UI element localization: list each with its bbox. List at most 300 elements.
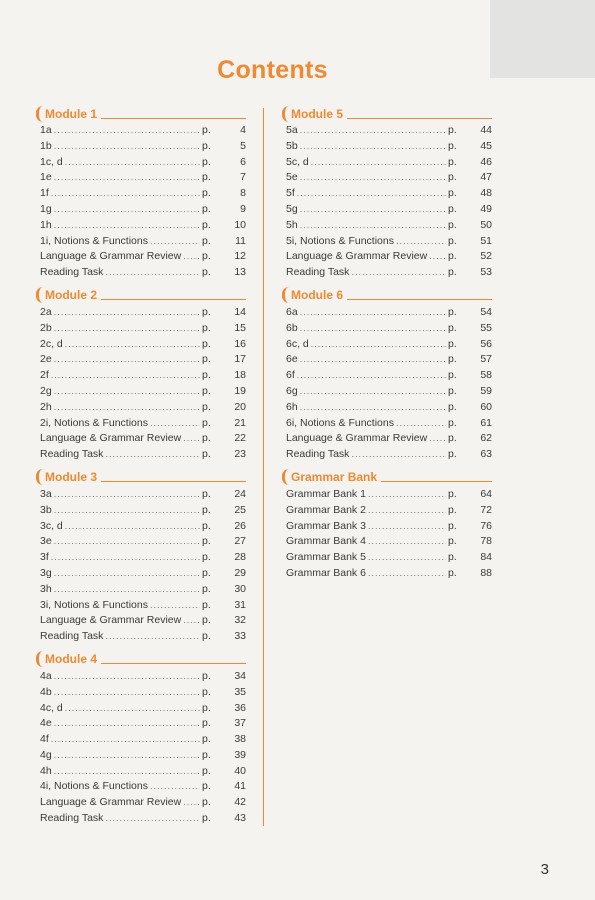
- contents-entry[interactable]: [282, 352, 492, 368]
- contents-column-right: [282, 105, 492, 588]
- module-heading-label: Module 2: [36, 287, 101, 303]
- entry-label: 3i, Notions & Functions: [40, 598, 148, 611]
- entry-page-number: 51: [480, 234, 492, 247]
- dot-leader: [54, 400, 200, 416]
- contents-entry[interactable]: [36, 534, 246, 550]
- entry-label: 6e: [286, 353, 298, 366]
- entry-label: 3g: [40, 566, 52, 579]
- page-prefix: p.: [202, 614, 211, 627]
- page-prefix: p.: [448, 384, 457, 397]
- contents-entry[interactable]: [36, 503, 246, 519]
- dot-leader: [54, 123, 200, 139]
- contents-entry[interactable]: [36, 795, 246, 811]
- contents-entry[interactable]: [282, 321, 492, 337]
- entry-page-number: 36: [234, 701, 246, 714]
- dot-leader: [105, 629, 200, 645]
- entry-page-number: 62: [480, 432, 492, 445]
- entry-page-number: 46: [480, 155, 492, 168]
- page-prefix: p.: [202, 717, 211, 730]
- dot-leader: [351, 265, 446, 281]
- page-prefix: p.: [202, 321, 211, 334]
- contents-entry[interactable]: [282, 305, 492, 321]
- entry-label: 6f: [286, 369, 295, 382]
- entry-label: 6g: [286, 384, 298, 397]
- entry-label: 2b: [40, 321, 52, 334]
- dot-leader: [54, 669, 200, 685]
- contents-entry[interactable]: [36, 368, 246, 384]
- entry-label: 4h: [40, 764, 52, 777]
- contents-entry[interactable]: [282, 416, 492, 432]
- page-prefix: p.: [448, 250, 457, 263]
- entry-page-number: 57: [480, 353, 492, 366]
- page-prefix: p.: [448, 487, 457, 500]
- contents-entry[interactable]: [282, 519, 492, 535]
- entry-label: 1h: [40, 218, 52, 231]
- entry-label: Reading Task: [40, 448, 104, 461]
- entry-label: 5g: [286, 202, 298, 215]
- dot-leader: [54, 582, 200, 598]
- dot-leader: [54, 321, 200, 337]
- dot-leader: [54, 305, 200, 321]
- entry-label: 5b: [286, 139, 298, 152]
- entry-label: Language & Grammar Review: [40, 614, 182, 627]
- dot-leader: [300, 305, 446, 321]
- contents-entry[interactable]: [282, 123, 492, 139]
- entry-label: 5f: [286, 187, 295, 200]
- entry-label: Language & Grammar Review: [40, 796, 182, 809]
- contents-entry[interactable]: [36, 732, 246, 748]
- module-section: [36, 651, 246, 827]
- contents-entry[interactable]: [282, 487, 492, 503]
- entry-page-number: 32: [234, 614, 246, 627]
- contents-entry[interactable]: [36, 170, 246, 186]
- dot-leader: [51, 550, 200, 566]
- contents-entry[interactable]: [282, 566, 492, 582]
- entry-label: 5e: [286, 171, 298, 184]
- entry-label: 2h: [40, 400, 52, 413]
- dot-leader: [54, 487, 200, 503]
- module-heading: [282, 105, 492, 122]
- entry-label: 6h: [286, 400, 298, 413]
- contents-entry[interactable]: [36, 669, 246, 685]
- dot-leader: [54, 384, 200, 400]
- contents-entry[interactable]: [282, 550, 492, 566]
- dot-leader: [311, 337, 446, 353]
- dot-leader: [183, 431, 200, 447]
- entry-page-number: 44: [480, 124, 492, 136]
- dot-leader: [54, 139, 200, 155]
- page-prefix: p.: [202, 685, 211, 698]
- contents-entry[interactable]: [282, 431, 492, 447]
- entry-page-number: 40: [234, 764, 246, 777]
- entry-label: 6b: [286, 321, 298, 334]
- module-heading: [36, 287, 246, 304]
- entry-label: Reading Task: [40, 266, 104, 279]
- page-prefix: p.: [202, 218, 211, 231]
- entry-page-number: 33: [234, 630, 246, 643]
- page-prefix: p.: [202, 503, 211, 516]
- page-prefix: p.: [448, 503, 457, 516]
- entry-page-number: 15: [234, 321, 246, 334]
- entry-label: 4c, d: [40, 701, 63, 714]
- contents-entry[interactable]: [36, 748, 246, 764]
- entry-label: 5c, d: [286, 155, 309, 168]
- entry-page-number: 59: [480, 384, 492, 397]
- page-prefix: p.: [202, 551, 211, 564]
- dot-leader: [368, 534, 446, 550]
- dot-leader: [105, 265, 200, 281]
- contents-entry[interactable]: [282, 186, 492, 202]
- dot-leader: [150, 779, 200, 795]
- page-prefix: p.: [202, 266, 211, 279]
- entry-page-number: 5: [240, 139, 246, 152]
- page-prefix: p.: [202, 171, 211, 184]
- entry-page-number: 27: [234, 535, 246, 548]
- page-title: Contents: [217, 56, 328, 84]
- entry-page-number: 22: [234, 432, 246, 445]
- module-section: [36, 105, 246, 281]
- dot-leader: [105, 811, 200, 827]
- entry-page-number: 10: [234, 218, 246, 231]
- entry-label: 3h: [40, 582, 52, 595]
- contents-entry[interactable]: [36, 249, 246, 265]
- contents-entry[interactable]: [36, 234, 246, 250]
- page-prefix: p.: [202, 400, 211, 413]
- entry-page-number: 47: [480, 171, 492, 184]
- page-prefix: p.: [202, 353, 211, 366]
- contents-entry[interactable]: [282, 265, 492, 281]
- contents-entry[interactable]: [36, 701, 246, 717]
- dot-leader: [300, 384, 446, 400]
- contents-entry[interactable]: [36, 779, 246, 795]
- contents-entry[interactable]: [36, 447, 246, 463]
- entry-page-number: 64: [480, 487, 492, 500]
- entry-label: 1i, Notions & Functions: [40, 234, 148, 247]
- entry-page-number: 43: [234, 812, 246, 825]
- contents-entry[interactable]: [282, 368, 492, 384]
- dot-leader: [54, 503, 200, 519]
- entry-page-number: 84: [480, 551, 492, 564]
- contents-entry[interactable]: [36, 305, 246, 321]
- module-heading: [36, 105, 246, 122]
- dot-leader: [54, 202, 200, 218]
- dot-leader: [54, 170, 200, 186]
- contents-entry[interactable]: [36, 685, 246, 701]
- contents-entry[interactable]: [282, 155, 492, 171]
- dot-leader: [150, 416, 200, 432]
- module-heading-label: Module 5: [282, 106, 347, 122]
- entry-label: Grammar Bank 3: [286, 519, 366, 532]
- contents-entry[interactable]: [36, 582, 246, 598]
- contents-entry[interactable]: [36, 139, 246, 155]
- dot-leader: [54, 352, 200, 368]
- entry-label: 2e: [40, 353, 52, 366]
- contents-entry[interactable]: [282, 447, 492, 463]
- module-heading-label: Module 3: [36, 469, 101, 485]
- contents-entry[interactable]: [282, 139, 492, 155]
- entry-page-number: 23: [234, 448, 246, 461]
- contents-entry[interactable]: [36, 519, 246, 535]
- dot-leader: [54, 716, 200, 732]
- module-heading: [282, 469, 492, 486]
- dot-leader: [300, 352, 446, 368]
- page-prefix: p.: [448, 519, 457, 532]
- dot-leader: [54, 534, 200, 550]
- entry-label: 4g: [40, 748, 52, 761]
- entry-page-number: 49: [480, 202, 492, 215]
- contents-entry[interactable]: [282, 202, 492, 218]
- entry-label: 3f: [40, 551, 49, 564]
- page-prefix: p.: [202, 519, 211, 532]
- entry-label: Grammar Bank 1: [286, 487, 366, 500]
- contents-entry[interactable]: [36, 155, 246, 171]
- module-heading: [282, 287, 492, 304]
- entry-page-number: 41: [234, 780, 246, 793]
- module-section: [36, 469, 246, 645]
- dot-leader: [54, 566, 200, 582]
- entry-page-number: 78: [480, 535, 492, 548]
- dot-leader: [300, 139, 446, 155]
- entry-label: Reading Task: [286, 266, 350, 279]
- dot-leader: [368, 550, 446, 566]
- contents-entry[interactable]: [36, 337, 246, 353]
- dot-leader: [351, 447, 446, 463]
- module-heading-label: Module 4: [36, 651, 101, 667]
- entry-label: Grammar Bank 5: [286, 551, 366, 564]
- dot-leader: [65, 155, 200, 171]
- contents-entry[interactable]: [282, 503, 492, 519]
- page-prefix: p.: [448, 155, 457, 168]
- entry-page-number: 31: [234, 598, 246, 611]
- entry-page-number: 20: [234, 400, 246, 413]
- contents-entry[interactable]: [282, 400, 492, 416]
- contents-entry[interactable]: [36, 218, 246, 234]
- page-prefix: p.: [202, 384, 211, 397]
- entry-label: 2i, Notions & Functions: [40, 416, 148, 429]
- entry-page-number: 28: [234, 551, 246, 564]
- module-heading-rule: [381, 481, 492, 482]
- page-prefix: p.: [448, 234, 457, 247]
- entry-page-number: 37: [234, 717, 246, 730]
- entry-label: 2f: [40, 369, 49, 382]
- module-heading-rule: [101, 299, 246, 300]
- dot-leader: [311, 155, 446, 171]
- page-prefix: p.: [202, 630, 211, 643]
- page-prefix: p.: [202, 812, 211, 825]
- entry-page-number: 8: [240, 187, 246, 200]
- entry-label: 6c, d: [286, 337, 309, 350]
- entry-page-number: 11: [235, 234, 246, 247]
- module-section: [282, 105, 492, 281]
- contents-entry[interactable]: [36, 629, 246, 645]
- dot-leader: [368, 566, 446, 582]
- entry-label: Language & Grammar Review: [286, 250, 428, 263]
- module-heading-label: Module 6: [282, 287, 347, 303]
- dot-leader: [54, 748, 200, 764]
- entry-label: 3a: [40, 487, 52, 500]
- page-prefix: p.: [202, 124, 211, 136]
- entry-label: 5a: [286, 124, 298, 136]
- dot-leader: [150, 598, 200, 614]
- contents-entry[interactable]: [36, 431, 246, 447]
- contents-entry[interactable]: [36, 416, 246, 432]
- entry-label: 3c, d: [40, 519, 63, 532]
- page-prefix: p.: [448, 369, 457, 382]
- contents-entry[interactable]: [282, 170, 492, 186]
- contents-entry[interactable]: [36, 202, 246, 218]
- contents-entry[interactable]: [282, 534, 492, 550]
- page-prefix: p.: [202, 487, 211, 500]
- dot-leader: [300, 218, 446, 234]
- entry-page-number: 54: [480, 305, 492, 318]
- dot-leader: [396, 416, 446, 432]
- contents-entry[interactable]: [36, 716, 246, 732]
- dot-leader: [150, 234, 200, 250]
- page-prefix: p.: [202, 780, 211, 793]
- module-heading: [36, 469, 246, 486]
- page-prefix: p.: [202, 305, 211, 318]
- entry-page-number: 17: [234, 353, 246, 366]
- entry-page-number: 24: [234, 487, 246, 500]
- module-section: [36, 287, 246, 463]
- dot-leader: [429, 431, 446, 447]
- contents-entry[interactable]: [36, 598, 246, 614]
- contents-entry[interactable]: [282, 218, 492, 234]
- entry-label: 1f: [40, 187, 49, 200]
- page-prefix: p.: [448, 566, 457, 579]
- dot-leader: [65, 701, 200, 717]
- page-prefix: p.: [202, 764, 211, 777]
- entry-page-number: 53: [480, 266, 492, 279]
- page-prefix: p.: [448, 218, 457, 231]
- entry-label: Grammar Bank 2: [286, 503, 366, 516]
- column-divider: [263, 108, 264, 826]
- module-heading-rule: [101, 663, 246, 664]
- page-prefix: p.: [202, 669, 211, 682]
- entry-page-number: 18: [234, 369, 246, 382]
- page-prefix: p.: [202, 566, 211, 579]
- page-prefix: p.: [448, 337, 457, 350]
- page-prefix: p.: [202, 155, 211, 168]
- dot-leader: [297, 186, 446, 202]
- page-prefix: p.: [202, 448, 211, 461]
- dot-leader: [368, 503, 446, 519]
- page-prefix: p.: [202, 337, 211, 350]
- entry-label: Reading Task: [40, 630, 104, 643]
- page-prefix: p.: [202, 701, 211, 714]
- entry-page-number: 88: [480, 566, 492, 579]
- entry-page-number: 38: [234, 733, 246, 746]
- entry-page-number: 19: [234, 384, 246, 397]
- contents-entry[interactable]: [36, 764, 246, 780]
- entry-label: 4i, Notions & Functions: [40, 780, 148, 793]
- module-heading: [36, 651, 246, 668]
- module-heading-rule: [101, 118, 246, 119]
- module-heading-label: Grammar Bank: [282, 469, 381, 485]
- page-prefix: p.: [202, 234, 211, 247]
- entry-label: Grammar Bank 6: [286, 566, 366, 579]
- page-prefix: p.: [448, 266, 457, 279]
- entry-page-number: 48: [480, 187, 492, 200]
- contents-entry[interactable]: [36, 384, 246, 400]
- entry-page-number: 9: [240, 202, 246, 215]
- contents-entry[interactable]: [36, 186, 246, 202]
- contents-entry[interactable]: [36, 566, 246, 582]
- page-prefix: p.: [202, 582, 211, 595]
- contents-entry[interactable]: [36, 321, 246, 337]
- page-prefix: p.: [448, 551, 457, 564]
- contents-entry[interactable]: [36, 123, 246, 139]
- contents-entry[interactable]: [282, 249, 492, 265]
- page-prefix: p.: [448, 432, 457, 445]
- entry-page-number: 61: [480, 416, 492, 429]
- contents-entry[interactable]: [282, 384, 492, 400]
- dot-leader: [54, 218, 200, 234]
- entry-page-number: 55: [480, 321, 492, 334]
- page-prefix: p.: [448, 416, 457, 429]
- page-prefix: p.: [202, 202, 211, 215]
- entry-label: Grammar Bank 4: [286, 535, 366, 548]
- dot-leader: [300, 170, 446, 186]
- page-prefix: p.: [448, 187, 457, 200]
- entry-page-number: 72: [480, 503, 492, 516]
- page-prefix: p.: [202, 796, 211, 809]
- contents-entry[interactable]: [282, 337, 492, 353]
- entry-label: 4b: [40, 685, 52, 698]
- contents-entry[interactable]: [36, 400, 246, 416]
- contents-entry[interactable]: [36, 487, 246, 503]
- page-prefix: p.: [448, 305, 457, 318]
- entry-label: Reading Task: [286, 448, 350, 461]
- entry-page-number: 34: [234, 669, 246, 682]
- contents-entry[interactable]: [36, 550, 246, 566]
- contents-entry[interactable]: [36, 613, 246, 629]
- dot-leader: [300, 123, 446, 139]
- entry-page-number: 4: [240, 124, 246, 136]
- dot-leader: [51, 186, 200, 202]
- entry-label: Reading Task: [40, 812, 104, 825]
- page-prefix: p.: [448, 353, 457, 366]
- contents-column-left: [36, 105, 246, 833]
- page-prefix: p.: [448, 321, 457, 334]
- entry-page-number: 63: [480, 448, 492, 461]
- entry-page-number: 42: [234, 796, 246, 809]
- page-prefix: p.: [202, 250, 211, 263]
- entry-label: Language & Grammar Review: [40, 250, 182, 263]
- entry-page-number: 25: [234, 503, 246, 516]
- dot-leader: [54, 764, 200, 780]
- contents-entry[interactable]: [36, 811, 246, 827]
- entry-page-number: 16: [234, 337, 246, 350]
- entry-label: Language & Grammar Review: [286, 432, 428, 445]
- module-section: [282, 287, 492, 463]
- dot-leader: [65, 337, 200, 353]
- entry-label: Language & Grammar Review: [40, 432, 182, 445]
- dot-leader: [368, 519, 446, 535]
- dot-leader: [183, 795, 200, 811]
- entry-page-number: 29: [234, 566, 246, 579]
- contents-entry[interactable]: [36, 352, 246, 368]
- entry-page-number: 6: [240, 155, 246, 168]
- page-number: 3: [540, 861, 549, 878]
- entry-label: 1b: [40, 139, 52, 152]
- page-prefix: p.: [448, 202, 457, 215]
- contents-entry[interactable]: [282, 234, 492, 250]
- entry-label: 1a: [40, 124, 52, 136]
- dot-leader: [429, 249, 446, 265]
- dot-leader: [51, 368, 200, 384]
- contents-entry[interactable]: [36, 265, 246, 281]
